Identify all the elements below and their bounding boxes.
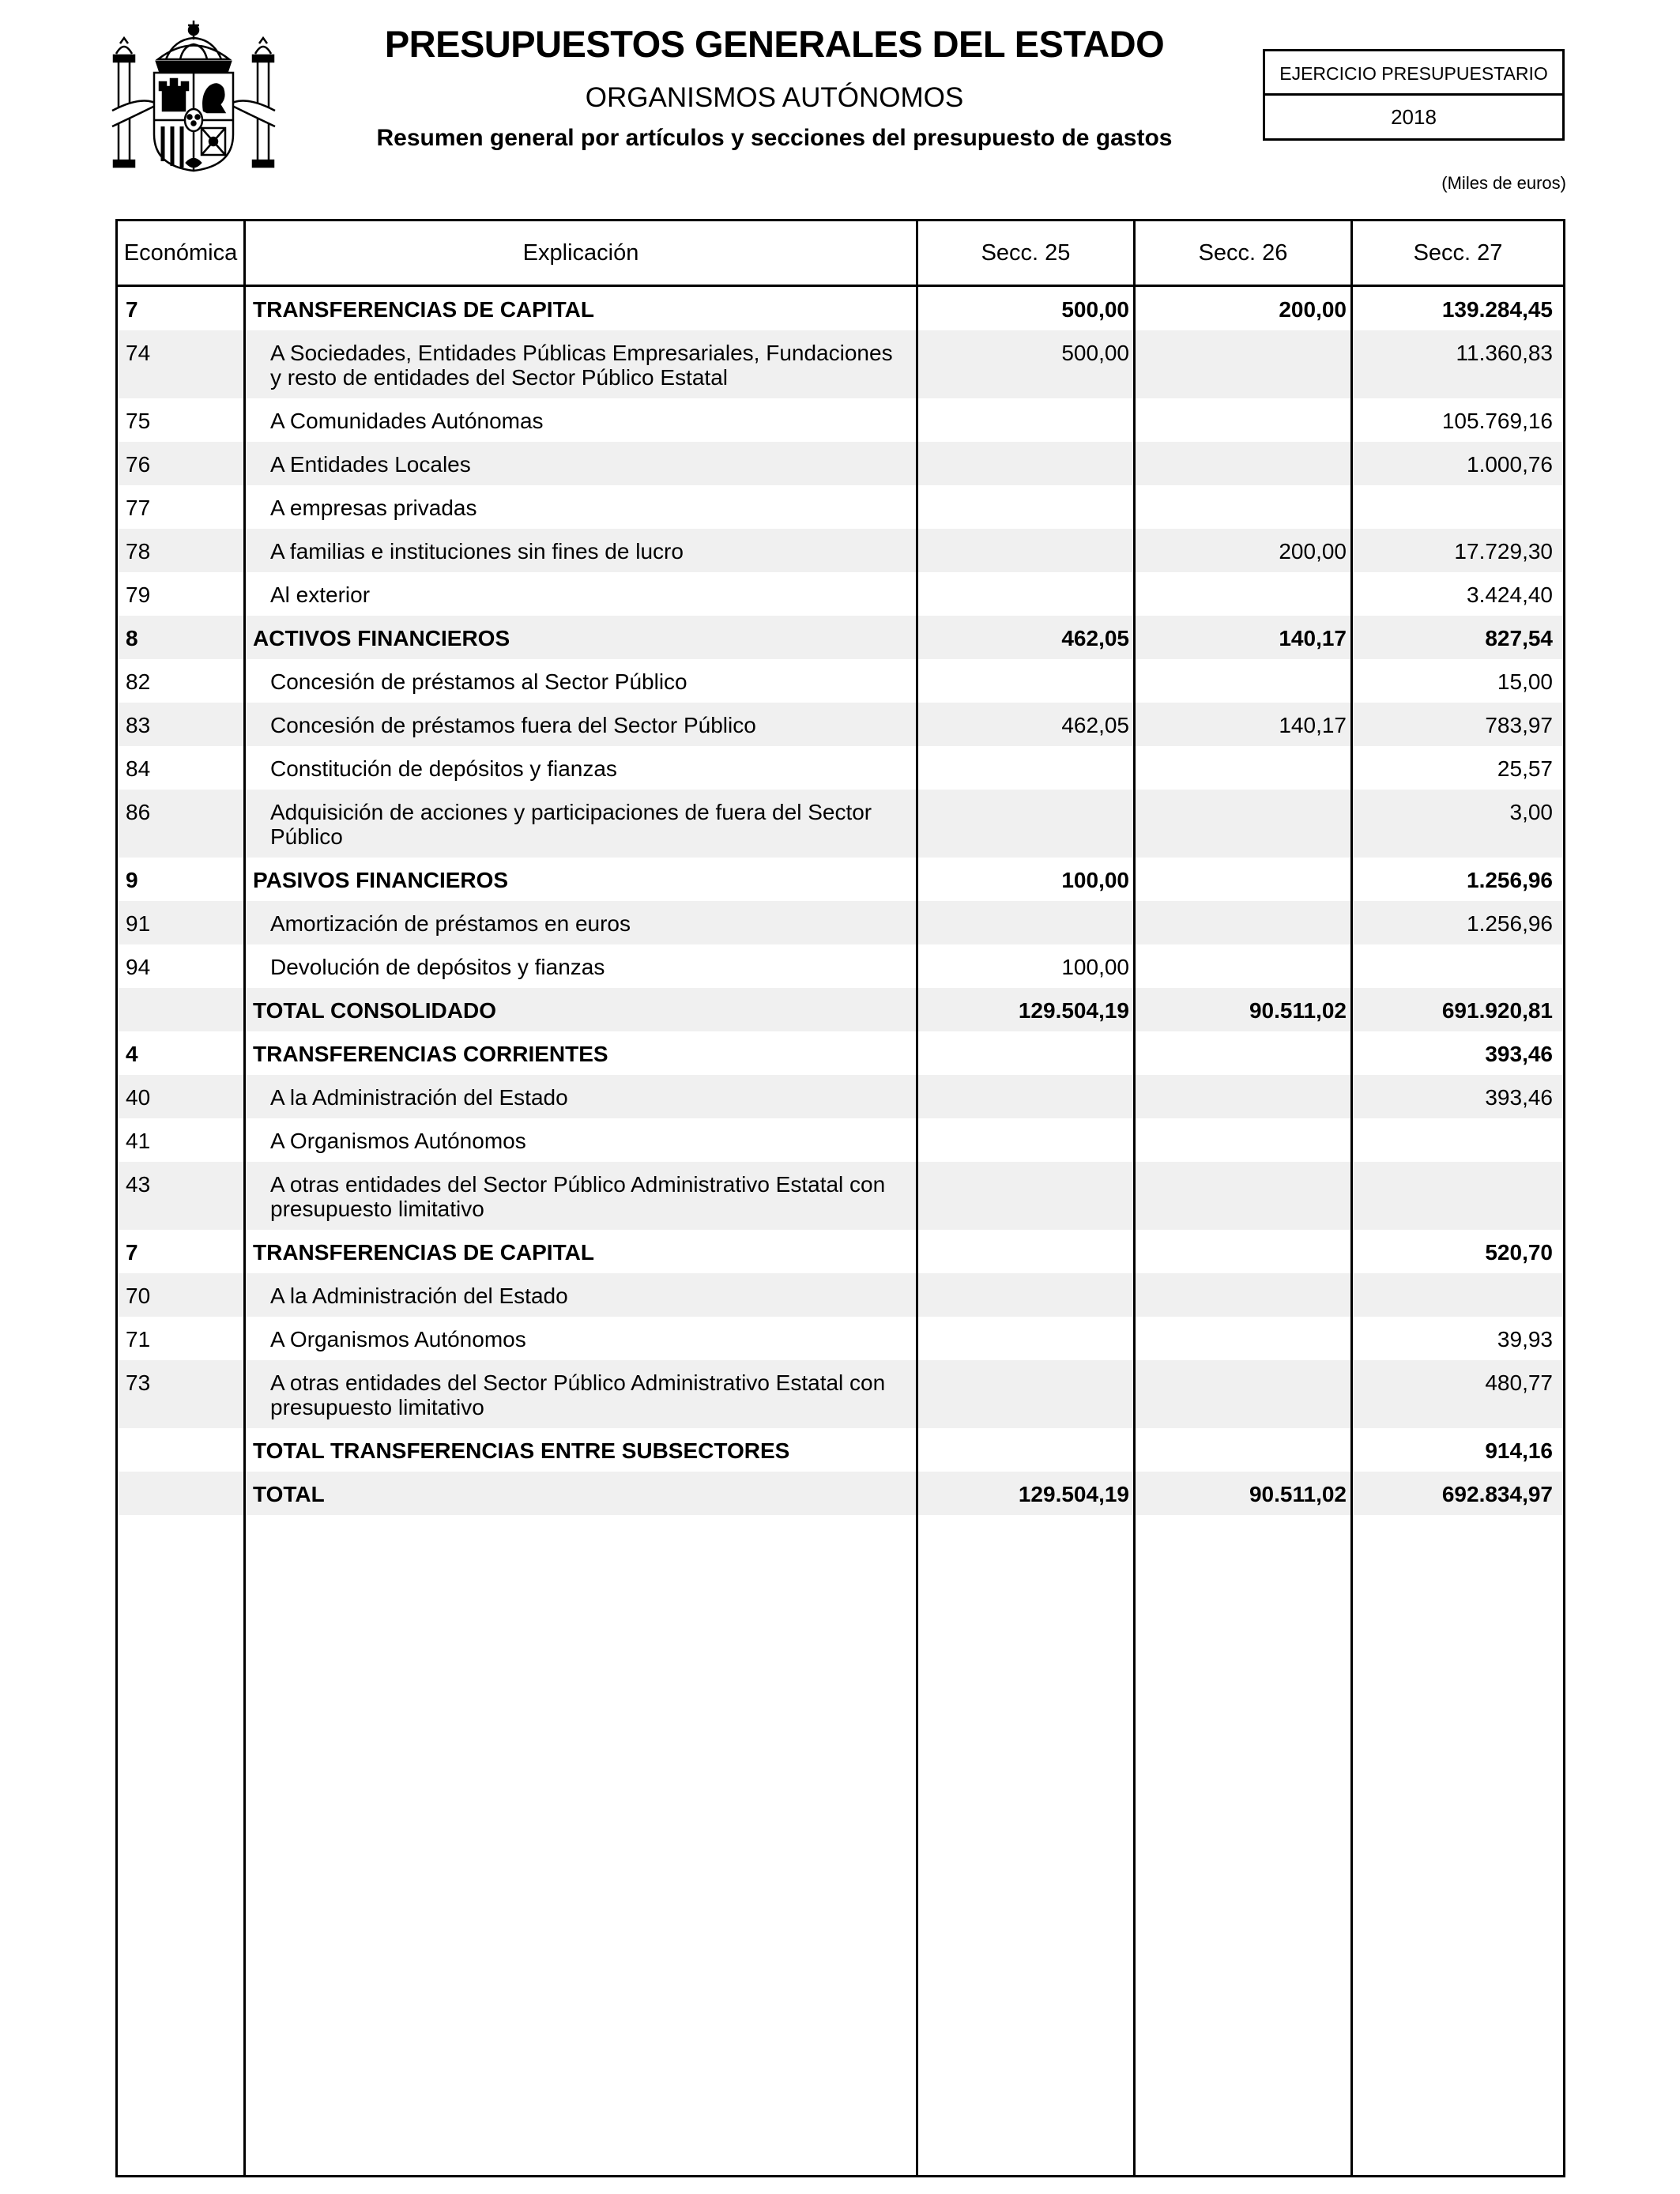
table-row — [118, 1162, 1563, 1230]
table-row — [118, 287, 1563, 330]
row-code: 83 — [126, 713, 151, 737]
table-header — [118, 221, 1563, 287]
row-description: TRANSFERENCIAS DE CAPITAL — [253, 1240, 594, 1265]
row-secc-26: 200,00 — [1279, 297, 1347, 322]
row-code: 84 — [126, 756, 151, 781]
table-row — [118, 944, 1563, 988]
header-economica: Económica — [123, 240, 238, 266]
row-code: 91 — [126, 911, 151, 936]
table-row — [118, 858, 1563, 901]
row-secc-26: 200,00 — [1279, 539, 1347, 564]
table-row — [118, 1230, 1563, 1273]
row-description: Adquisición de acciones y participaciones de fuera del Sector Público — [270, 800, 872, 849]
row-description: A otras entidades del Sector Público Administrativo Estatal con presupuesto limitativo — [270, 1172, 886, 1221]
row-description: A Organismos Autónomos — [270, 1327, 526, 1351]
row-secc-26: 90.511,02 — [1249, 998, 1347, 1023]
row-code: 43 — [126, 1172, 151, 1197]
row-description: Devolución de depósitos y fianzas — [270, 955, 605, 979]
row-secc-27: 1.256,96 — [1467, 911, 1553, 936]
row-description: PASIVOS FINANCIEROS — [253, 868, 509, 892]
table-row — [118, 1273, 1563, 1317]
row-code: 78 — [126, 539, 151, 564]
row-code: 4 — [126, 1042, 138, 1066]
row-description: A Organismos Autónomos — [270, 1129, 526, 1153]
table-row — [118, 901, 1563, 944]
row-description: TRANSFERENCIAS DE CAPITAL — [253, 297, 594, 322]
row-secc-26: 140,17 — [1279, 713, 1347, 737]
row-secc-25: 500,00 — [1061, 341, 1129, 365]
row-code: 73 — [126, 1370, 151, 1395]
header-secc-27: Secc. 27 — [1413, 240, 1503, 266]
table-row — [118, 703, 1563, 746]
row-secc-27: 1.000,76 — [1467, 452, 1553, 477]
row-secc-27: 139.284,45 — [1441, 297, 1553, 322]
units-note: (Miles de euros) — [1441, 173, 1566, 193]
row-code: 40 — [126, 1085, 151, 1110]
table-row — [118, 485, 1563, 529]
table-row — [118, 746, 1563, 790]
row-secc-27: 827,54 — [1485, 626, 1553, 650]
table-row — [118, 442, 1563, 485]
table-row — [118, 659, 1563, 703]
row-secc-25: 100,00 — [1061, 955, 1129, 979]
row-code: 79 — [126, 582, 151, 607]
table-row — [118, 988, 1563, 1031]
row-code: 75 — [126, 409, 151, 433]
table-row — [118, 529, 1563, 572]
row-description: Concesión de préstamos al Sector Público — [270, 669, 687, 694]
table-row — [118, 1428, 1563, 1472]
row-secc-25: 462,05 — [1061, 713, 1129, 737]
row-secc-27: 393,46 — [1485, 1085, 1553, 1110]
row-secc-27: 15,00 — [1497, 669, 1553, 694]
row-description: TRANSFERENCIAS CORRIENTES — [253, 1042, 608, 1066]
column-divider — [1133, 221, 1136, 2175]
document-subtitle: ORGANISMOS AUTÓNOMOS — [585, 82, 964, 113]
row-description: A otras entidades del Sector Público Administrativo Estatal con presupuesto limitativo — [270, 1370, 886, 1419]
row-code: 74 — [126, 341, 151, 365]
row-code: 86 — [126, 800, 151, 824]
row-description: A la Administración del Estado — [270, 1085, 568, 1110]
row-secc-25: 500,00 — [1061, 297, 1129, 322]
column-divider — [1350, 221, 1353, 2175]
row-code: 82 — [126, 669, 151, 694]
row-description: Al exterior — [270, 582, 371, 607]
table-row — [118, 398, 1563, 442]
row-code: 8 — [126, 626, 138, 650]
table-row — [118, 1031, 1563, 1075]
table-body — [118, 287, 1563, 1515]
table-row — [118, 1118, 1563, 1162]
row-secc-27: 692.834,97 — [1441, 1482, 1553, 1506]
row-description: ACTIVOS FINANCIEROS — [253, 626, 510, 650]
row-secc-27: 691.920,81 — [1441, 998, 1553, 1023]
row-description: TOTAL TRANSFERENCIAS ENTRE SUBSECTORES — [253, 1438, 790, 1463]
row-description: TOTAL CONSOLIDADO — [253, 998, 496, 1023]
coat-of-arms-icon — [111, 16, 277, 178]
row-secc-25: 462,05 — [1061, 626, 1129, 650]
row-code: 71 — [126, 1327, 151, 1351]
header-explicacion: Explicación — [522, 240, 639, 266]
fiscal-year-value: 2018 — [1391, 105, 1437, 129]
row-description: Constitución de depósitos y fianzas — [270, 756, 617, 781]
row-description: Concesión de préstamos fuera del Sector Público — [270, 713, 756, 737]
row-code: 9 — [126, 868, 138, 892]
row-description: TOTAL — [253, 1482, 325, 1506]
document-title: PRESUPUESTOS GENERALES DEL ESTADO — [384, 23, 1165, 65]
row-secc-27: 783,97 — [1485, 713, 1553, 737]
row-description: A Entidades Locales — [270, 452, 471, 477]
table-row — [118, 1472, 1563, 1515]
row-description: A la Administración del Estado — [270, 1284, 568, 1308]
table-row — [118, 1360, 1563, 1428]
table-row — [118, 330, 1563, 398]
row-secc-27: 11.360,83 — [1456, 341, 1553, 365]
row-secc-27: 17.729,30 — [1454, 539, 1553, 564]
row-secc-25: 100,00 — [1061, 868, 1129, 892]
table-row — [118, 572, 1563, 616]
row-secc-27: 3,00 — [1509, 800, 1553, 824]
table-row — [118, 1075, 1563, 1118]
row-secc-27: 105.769,16 — [1441, 409, 1553, 433]
row-code: 77 — [126, 496, 151, 520]
document-summary: Resumen general por artículos y secciones del presupuesto de gastos — [376, 125, 1173, 151]
row-code: 41 — [126, 1129, 151, 1153]
row-code: 7 — [126, 1240, 138, 1265]
row-description: A Comunidades Autónomas — [270, 409, 544, 433]
row-description: A empresas privadas — [270, 496, 477, 520]
table-row — [118, 790, 1563, 858]
column-divider — [243, 221, 246, 2175]
row-code: 94 — [126, 955, 151, 979]
row-secc-27: 3.424,40 — [1467, 582, 1553, 607]
row-secc-27: 520,70 — [1485, 1240, 1553, 1265]
row-secc-27: 393,46 — [1485, 1042, 1553, 1066]
row-description: Amortización de préstamos en euros — [270, 911, 631, 936]
header-secc-26: Secc. 26 — [1198, 240, 1288, 266]
column-divider — [916, 221, 918, 2175]
row-description: A familias e instituciones sin fines de lucro — [270, 539, 684, 564]
row-secc-27: 914,16 — [1485, 1438, 1553, 1463]
row-code: 7 — [126, 297, 138, 322]
row-secc-27: 1.256,96 — [1467, 868, 1553, 892]
row-code: 70 — [126, 1284, 151, 1308]
fiscal-year-box — [1263, 49, 1565, 141]
row-code: 76 — [126, 452, 151, 477]
fiscal-year-label: EJERCICIO PRESUPUESTARIO — [1265, 51, 1562, 96]
table-row — [118, 1317, 1563, 1360]
row-secc-27: 480,77 — [1485, 1370, 1553, 1395]
row-secc-26: 140,17 — [1279, 626, 1347, 650]
row-secc-25: 129.504,19 — [1018, 1482, 1129, 1506]
header-secc-25: Secc. 25 — [981, 240, 1071, 266]
budget-table — [115, 219, 1565, 2177]
row-description: A Sociedades, Entidades Públicas Empresariales, Fundaciones y resto de entidades del Sector Público Estatal — [270, 341, 893, 390]
row-secc-25: 129.504,19 — [1018, 998, 1129, 1023]
row-secc-27: 39,93 — [1497, 1327, 1553, 1351]
row-secc-27: 25,57 — [1497, 756, 1553, 781]
row-secc-26: 90.511,02 — [1249, 1482, 1347, 1506]
table-row — [118, 616, 1563, 659]
